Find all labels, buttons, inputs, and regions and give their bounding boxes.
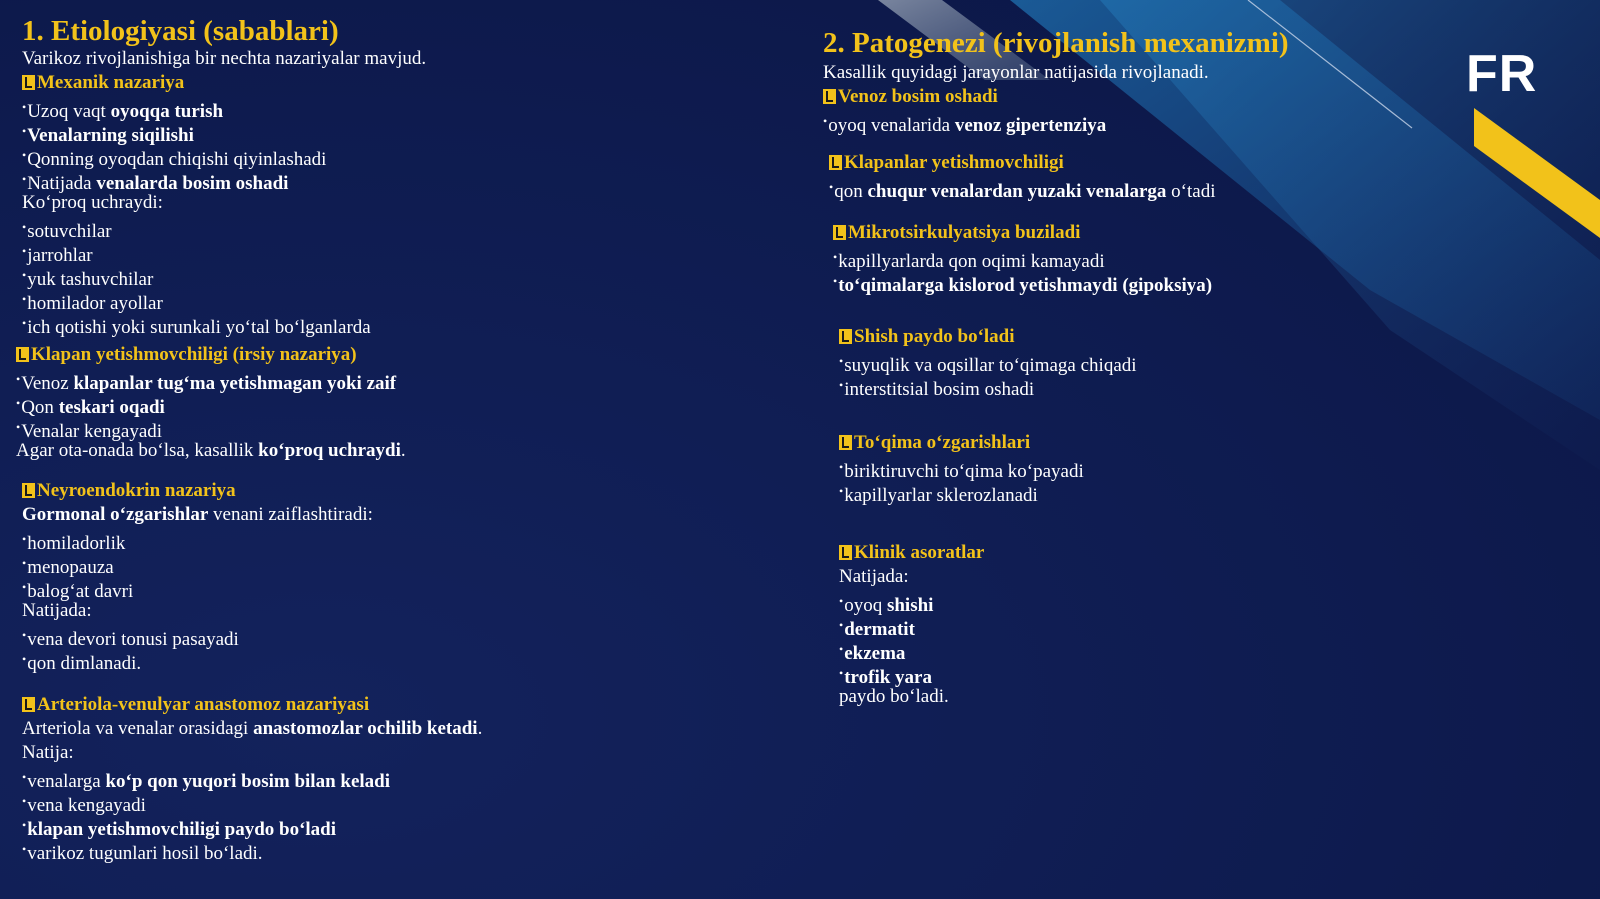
- number-2-icon: [829, 155, 842, 170]
- list-item: •kapillyarlar sklerozlanadi: [839, 484, 1038, 506]
- list-item: •dermatit: [839, 618, 915, 640]
- number-4-icon: [22, 697, 35, 712]
- list-item: •biriktiruvchi to‘qima ko‘payadi: [839, 460, 1084, 482]
- list-item: •vena kengayadi: [22, 794, 146, 816]
- pathogenesis-title: 2. Patogenezi (rivojlanish mexanizmi): [823, 27, 1289, 59]
- valve-insufficiency-heading: Klapanlar yetishmovchiligi: [829, 152, 1064, 174]
- more-common-label: Ko‘proq uchraydi:: [22, 192, 163, 213]
- hormonal-lead: Gormonal o‘zgarishlar venani zaiflashtiradi:: [22, 504, 373, 525]
- list-item: •Venalarning siqilishi: [22, 124, 194, 146]
- number-3-icon: [22, 483, 35, 498]
- list-item: •klapan yetishmovchiligi paydo bo‘ladi: [22, 818, 337, 840]
- result-label: Natijada:: [22, 600, 92, 621]
- list-item: •yuk tashuvchilar: [22, 268, 154, 290]
- list-item: •oyoq venalarida venoz gipertenziya: [823, 114, 1107, 136]
- number-6-icon: [839, 545, 852, 560]
- anastomosis-theory-heading: Arteriola-venulyar anastomoz nazariyasi: [22, 694, 369, 716]
- edema-heading: Shish paydo bo‘ladi: [839, 326, 1015, 348]
- microcirculation-heading: Mikrotsirkulyatsiya buziladi: [833, 222, 1080, 244]
- list-item: •sotuvchilar: [22, 220, 112, 242]
- mechanical-theory-heading: Mexanik nazariya: [22, 72, 184, 94]
- result-label: Natijada:: [839, 566, 909, 587]
- list-item: •Uzoq vaqt oyoqqa turish: [22, 100, 224, 122]
- number-3-icon: [833, 225, 846, 240]
- list-item: •Venoz klapanlar tug‘ma yetishmagan yoki zaif: [16, 372, 397, 394]
- list-item: •oyoq shishi: [839, 594, 934, 616]
- list-item: •Natijada venalarda bosim oshadi: [22, 172, 289, 194]
- list-item: •Venalar kengayadi: [16, 420, 163, 442]
- anastomosis-lead: Arteriola va venalar orasidagi anastomozlar ochilib ketadi.: [22, 718, 483, 739]
- list-item: •Qonning oyoqdan chiqishi qiyinlashadi: [22, 148, 327, 170]
- list-item: •kapillyarlarda qon oqimi kamayadi: [833, 250, 1105, 272]
- list-item: •vena devori tonusi pasayadi: [22, 628, 239, 650]
- number-1-icon: [22, 75, 35, 90]
- list-item: •jarrohlar: [22, 244, 93, 266]
- list-item: •qon chuqur venalardan yuzaki venalarga o‘tadi: [829, 180, 1216, 202]
- tissue-changes-heading: To‘qima o‘zgarishlari: [839, 432, 1030, 454]
- list-item: •qon dimlanadi.: [22, 652, 142, 674]
- list-item: •ekzema: [839, 642, 906, 664]
- number-4-icon: [839, 329, 852, 344]
- list-item: •homilador ayollar: [22, 292, 163, 314]
- number-1-icon: [823, 89, 836, 104]
- etiology-title: 1. Etiologiyasi (sabablari): [22, 15, 339, 47]
- list-item: •balog‘at davri: [22, 580, 134, 602]
- clinical-complications-heading: Klinik asoratlar: [839, 542, 984, 564]
- number-5-icon: [839, 435, 852, 450]
- list-item: •Qon teskari oqadi: [16, 396, 165, 418]
- complications-tail: paydo bo‘ladi.: [839, 686, 949, 707]
- list-item: •venalarga ko‘p qon yuqori bosim bilan keladi: [22, 770, 391, 792]
- result-label: Natija:: [22, 742, 74, 763]
- list-item: •interstitsial bosim oshadi: [839, 378, 1035, 400]
- hereditary-conclusion: Agar ota-onada bo‘lsa, kasallik ko‘proq uchraydi.: [16, 440, 406, 461]
- list-item: •ich qotishi yoki surunkali yo‘tal bo‘lganlarda: [22, 316, 371, 338]
- number-2-icon: [16, 347, 29, 362]
- list-item: •homiladorlik: [22, 532, 126, 554]
- valve-theory-heading: Klapan yetishmovchiligi (irsiy nazariya): [16, 344, 357, 366]
- etiology-intro: Varikoz rivojlanishiga bir nechta nazariyalar mavjud.: [22, 48, 427, 69]
- pathogenesis-intro: Kasallik quyidagi jarayonlar natijasida rivojlanadi.: [823, 62, 1209, 83]
- list-item: •trofik yara: [839, 666, 932, 688]
- list-item: •suyuqlik va oqsillar to‘qimaga chiqadi: [839, 354, 1137, 376]
- neuroendocrine-theory-heading: Neyroendokrin nazariya: [22, 480, 236, 502]
- list-item: •menopauza: [22, 556, 114, 578]
- venous-pressure-heading: Venoz bosim oshadi: [823, 86, 998, 108]
- brand-logo: FR: [1466, 45, 1538, 103]
- list-item: •varikoz tugunlari hosil bo‘ladi.: [22, 842, 263, 864]
- list-item: •to‘qimalarga kislorod yetishmaydi (gipoksiya): [833, 274, 1213, 296]
